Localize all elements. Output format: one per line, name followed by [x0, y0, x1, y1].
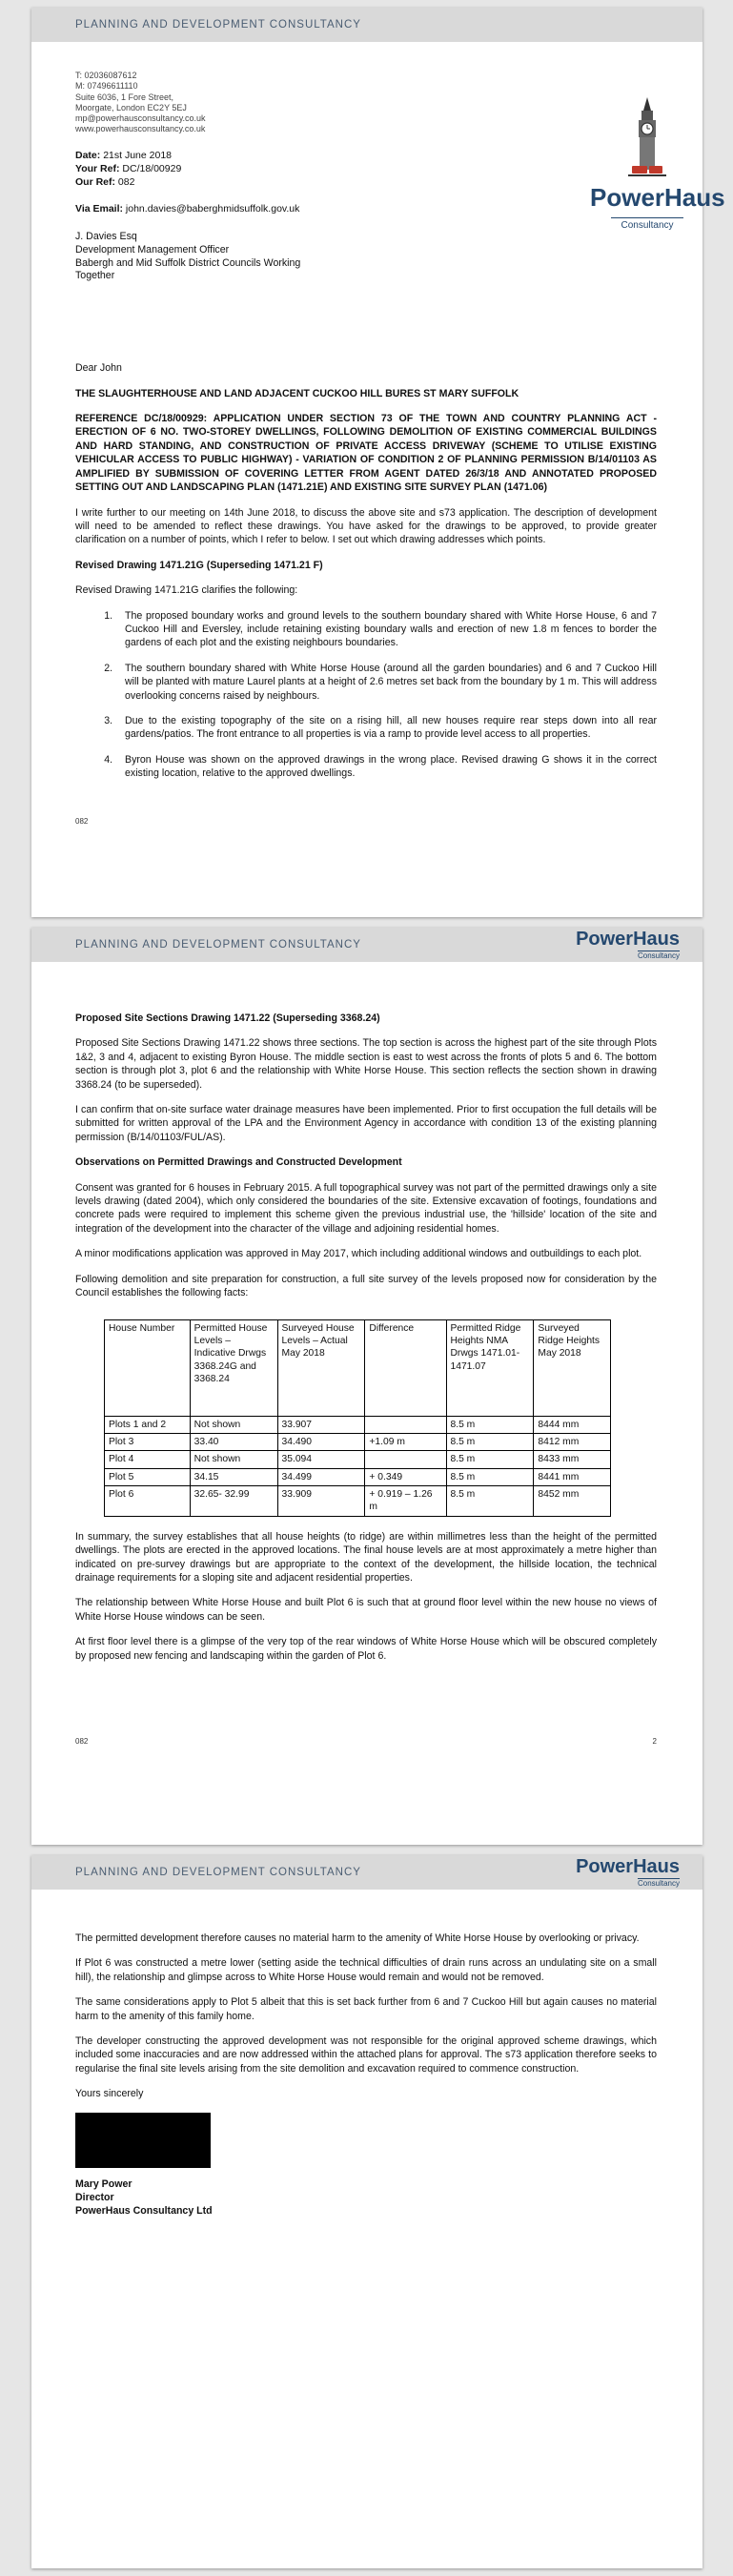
- subject-line: THE SLAUGHTERHOUSE AND LAND ADJACENT CUCKOO HILL BURES ST MARY SUFFOLK: [75, 387, 519, 399]
- table-cell: 33.909: [277, 1486, 365, 1517]
- paragraph: I can confirm that on-site surface water drainage measures have been implemented. Prior to first occupation the full details will be submitted for written approval of the LPA and the Environment Agency in accordance with condition 13 of the existing planning permission (B/14/01103/FUL/AS).: [75, 1104, 657, 1143]
- table-cell: +1.09 m: [365, 1433, 446, 1450]
- levels-table: [104, 1319, 611, 1517]
- section-heading: Observations on Permitted Drawings and Constructed Development: [75, 1156, 402, 1169]
- paragraph: In summary, the survey establishes that all house heights (to ridge) are within millimetres less than the height of the permitted dwellings. The plots are erected in the approved locations. The final house levels are at most approximately a metre higher than indicated on pre-survey drawings but are appropriate to the context of the development, the hillside location, the technical drainage requirements for a sloping site and adjacent residential properties.: [75, 1530, 657, 1584]
- table-cell: 35.094: [277, 1451, 365, 1468]
- page-header-band: [31, 1855, 702, 1890]
- table-cell: 34.15: [190, 1468, 277, 1485]
- table-cell: 34.499: [277, 1468, 365, 1485]
- header-logo: [576, 930, 680, 960]
- footer-ref: 082: [75, 1737, 89, 1746]
- table-cell: 33.40: [190, 1433, 277, 1450]
- page-header-band: [31, 928, 702, 962]
- contact-address-line-1: Suite 6036, 1 Fore Street,: [75, 92, 174, 102]
- table-row: [105, 1433, 611, 1450]
- page-body: [31, 962, 657, 1748]
- clarifies-paragraph: Revised Drawing 1471.21G clarifies the following:: [75, 584, 298, 597]
- letter-page-2: [31, 928, 702, 1845]
- your-ref-label: Your Ref:: [75, 162, 120, 174]
- table-cell: 33.907: [277, 1416, 365, 1433]
- table-header-cell: Permitted House Levels – Indicative Drwgs 3368.24G and 3368.24: [190, 1319, 277, 1416]
- page-body: [31, 1890, 657, 2218]
- contact-website: www.powerhausconsultancy.co.uk: [75, 124, 206, 134]
- section-heading: Revised Drawing 1471.21G (Superseding 1471.21 F): [75, 559, 323, 571]
- signatory-role: Director: [75, 2192, 114, 2204]
- table-cell: 8.5 m: [446, 1416, 534, 1433]
- paragraph: Proposed Site Sections Drawing 1471.22 shows three sections. The top section is across the highest part of the site through Plots 1&2, 3 and 4, adjacent to existing Byron House. The middle section is east to west across the fronts of plots 5 and 6. The bottom section is through plot 3, plot 6 and the relationship with White Horse House. This section reflects the section shown in drawing 3368.24 (to be superseded).: [75, 1037, 657, 1091]
- intro-paragraph: I write further to our meeting on 14th June 2018, to discuss the above site and s73 application. The description of development will need to be amended to reflect these drawings. You have asked for the drawings to be approved, to provide greater clarification on a number of points, which I refer to below. I set out which drawing addresses which points.: [75, 506, 657, 546]
- table-cell: 8444 mm: [534, 1416, 611, 1433]
- table-header-cell: Surveyed Ridge Heights May 2018: [534, 1319, 611, 1416]
- page-header-band: [31, 8, 702, 42]
- paragraph: If Plot 6 was constructed a metre lower (setting aside the technical difficulties of drain runs across an undulating site on a small hill), the relationship and glimpse across to White Horse House would remain and would not be removed.: [75, 1957, 657, 1983]
- section-heading: Proposed Site Sections Drawing 1471.22 (Superseding 3368.24): [75, 1012, 380, 1024]
- via-email-label: Via Email:: [75, 203, 123, 215]
- table-row: [105, 1486, 611, 1517]
- logo-wordmark: PowerHaus: [590, 183, 725, 213]
- contact-mobile: M: 07496611110: [75, 81, 138, 92]
- header-title: PLANNING AND DEVELOPMENT CONSULTANCY: [75, 19, 361, 31]
- table-cell: 8452 mm: [534, 1486, 611, 1517]
- table-row: [105, 1451, 611, 1468]
- table-cell: 34.490: [277, 1433, 365, 1450]
- table-row: [105, 1468, 611, 1485]
- table-cell: [365, 1416, 446, 1433]
- paragraph: The relationship between White Horse House and built Plot 6 is such that at ground floor level within the new house no views of White Horse House windows can be seen.: [75, 1597, 657, 1623]
- table-header-cell: House Number: [105, 1319, 191, 1416]
- your-ref-value: DC/18/00929: [122, 162, 182, 174]
- table-cell: 8.5 m: [446, 1433, 534, 1450]
- recipient-name: J. Davies Esq: [75, 231, 137, 243]
- logo-subtitle: Consultancy: [611, 217, 682, 233]
- table-cell: Plot 4: [105, 1451, 191, 1468]
- table-cell: Plot 6: [105, 1486, 191, 1517]
- clock-tower-icon: [628, 97, 666, 177]
- recipient-address: [75, 231, 657, 283]
- table-cell: Plot 3: [105, 1433, 191, 1450]
- our-ref-label: Our Ref:: [75, 175, 115, 188]
- page-body: [31, 71, 725, 827]
- table-cell: 8433 mm: [534, 1451, 611, 1468]
- table-cell: + 0.349: [365, 1468, 446, 1485]
- table-cell: 8.5 m: [446, 1486, 534, 1517]
- table-cell: 8.5 m: [446, 1451, 534, 1468]
- table-cell: Not shown: [190, 1451, 277, 1468]
- letter-references: [75, 149, 657, 216]
- list-item: 2. The southern boundary shared with White Horse House (around all the garden boundaries) and 6 and 7 Cuckoo Hill will be planted with mature Laurel plants at a height of 2.6 metres set back from the boundary by 1 m. This will address overlooking concerns raised by neighbours.: [115, 662, 657, 703]
- clarification-list: [75, 609, 657, 781]
- table-cell: 32.65- 32.99: [190, 1486, 277, 1517]
- paragraph: At first floor level there is a glimpse of the very top of the rear windows of White Horse House which will be obscured completely by proposed new fencing and landscaping within the garden of Plot 6.: [75, 1636, 657, 1662]
- table-cell: Plots 1 and 2: [105, 1416, 191, 1433]
- closing: Yours sincerely: [75, 2088, 144, 2100]
- contact-address-line-2: Moorgate, London EC2Y 5EJ: [75, 102, 187, 112]
- table-header-row: [105, 1319, 611, 1416]
- redacted-signature: [75, 2113, 211, 2168]
- logo-subtitle: Consultancy: [637, 1879, 680, 1888]
- header-title: PLANNING AND DEVELOPMENT CONSULTANCY: [75, 1867, 361, 1878]
- recipient-org: Babergh and Mid Suffolk District Councils Working: [75, 256, 301, 269]
- table-cell: Not shown: [190, 1416, 277, 1433]
- table-cell: 8.5 m: [446, 1468, 534, 1485]
- table-header-cell: Difference: [365, 1319, 446, 1416]
- table-header-cell: Permitted Ridge Heights NMA Drwgs 1471.01-1471.07: [446, 1319, 534, 1416]
- table-cell: Plot 5: [105, 1468, 191, 1485]
- list-item: 3. Due to the existing topography of the site on a rising hill, all new houses require rear steps down into all rear gardens/patios. The front entrance to all properties is via a ramp to provide level access to all properties.: [115, 714, 657, 742]
- our-ref-value: 082: [117, 175, 135, 188]
- letter-page-3: [31, 1855, 702, 2568]
- header-logo: [576, 1857, 680, 1888]
- paragraph: The same considerations apply to Plot 5 albeit that this is set back further from 6 and 7 Cuckoo Hill but again causes no material harm to the amenity of this family home.: [75, 1996, 657, 2022]
- footer-ref: 082: [75, 816, 89, 826]
- contact-phone: T: 02036087612: [75, 71, 137, 80]
- date-value: 21st June 2018: [103, 149, 172, 161]
- paragraph: The permitted development therefore causes no material harm to the amenity of White Horse House by overlooking or privacy.: [75, 1932, 640, 1944]
- salutation: Dear John: [75, 362, 122, 375]
- paragraph: A minor modifications application was approved in May 2017, which including additional windows and outbuildings to each plot.: [75, 1248, 642, 1260]
- table-row: [105, 1416, 611, 1433]
- via-email-value: john.davies@baberghmidsuffolk.gov.uk: [125, 203, 300, 215]
- table-cell: 8441 mm: [534, 1468, 611, 1485]
- list-item: 4. Byron House was shown on the approved drawings in the wrong place. Revised drawing G shows it in the correct existing location, relative to the approved dwellings.: [115, 753, 657, 781]
- table-cell: + 0.919 – 1.26 m: [365, 1486, 446, 1517]
- paragraph: The developer constructing the approved development was not responsible for the original approved scheme drawings, which included some inaccuracies and are now addressed within the attached plans for approval. The s73 application therefore seeks to regularise the final site levels arising from the site demolition and excavation required to commence construction.: [75, 2035, 657, 2075]
- date-label: Date:: [75, 149, 101, 161]
- page-number: 2: [652, 1737, 657, 1746]
- table-cell: 8412 mm: [534, 1433, 611, 1450]
- page-footer: [75, 1737, 657, 1748]
- logo-wordmark: PowerHaus: [576, 1856, 680, 1877]
- letter-page-1: [31, 8, 725, 917]
- company-logo: [590, 97, 725, 232]
- signatory-name: Mary Power: [75, 2177, 132, 2190]
- list-item: 1. The proposed boundary works and ground levels to the southern boundary shared with White Horse House, 6 and 7 Cuckoo Hill and Eversley, include retaining existing boundary walls and erection of new 1.8 m fences to border the gardens of each plot and the existing neighbours boundaries.: [115, 609, 657, 650]
- recipient-role: Development Management Officer: [75, 243, 230, 256]
- logo-wordmark: PowerHaus: [576, 929, 680, 950]
- paragraph: Following demolition and site preparation for construction, a full site survey of the levels proposed now for consideration by the Council establishes the following facts:: [75, 1273, 657, 1299]
- contact-email: mp@powerhausconsultancy.co.uk: [75, 113, 206, 123]
- reference-line: REFERENCE DC/18/00929: APPLICATION UNDER SECTION 73 OF THE TOWN AND COUNTRY PLANNING ACT - ERECTION OF 6 NO. TWO-STOREY DWELLINGS, FOLLOWING DEMOLITION OF EXISTING COMMERCIAL BUILDINGS AND HARD STANDING, AND CONSTRUCTION OF PRIVATE ACCESS DRIVEWAY (SCHEME TO UTILISE EXISTING VEHICULAR ACCESS TO PUBLIC HIGHWAY) - VARIATION OF CONDITION 2 OF PLANNING PERMISSION B/14/01103 AS AMPLIFIED BY SUBMISSION OF COVERING LETTER FROM AGENT DATED 26/3/18 AND ANNOTATED PROPOSED SETTING OUT AND LANDSCAPING PLAN (1471.21E) AND EXISTING SITE SURVEY PLAN (1471.06): [75, 413, 657, 494]
- paragraph: Consent was granted for 6 houses in February 2015. A full topographical survey was not part of the permitted drawings only a site levels drawing (dated 2004), which only considered the boundaries of the site. Extensive excavation of footings, foundations and concrete pads were required to implement this scheme given the previous industrial use, the 'hillside' location of the site and integration of the development into the character of the village and adjoining residential homes.: [75, 1181, 657, 1235]
- table-header-cell: Surveyed House Levels – Actual May 2018: [277, 1319, 365, 1416]
- table-cell: [365, 1451, 446, 1468]
- recipient-org-2: Together: [75, 270, 115, 282]
- header-title: PLANNING AND DEVELOPMENT CONSULTANCY: [75, 939, 361, 951]
- signatory-company: PowerHaus Consultancy Ltd: [75, 2205, 213, 2218]
- logo-subtitle: Consultancy: [637, 951, 680, 960]
- contact-details: [75, 71, 657, 135]
